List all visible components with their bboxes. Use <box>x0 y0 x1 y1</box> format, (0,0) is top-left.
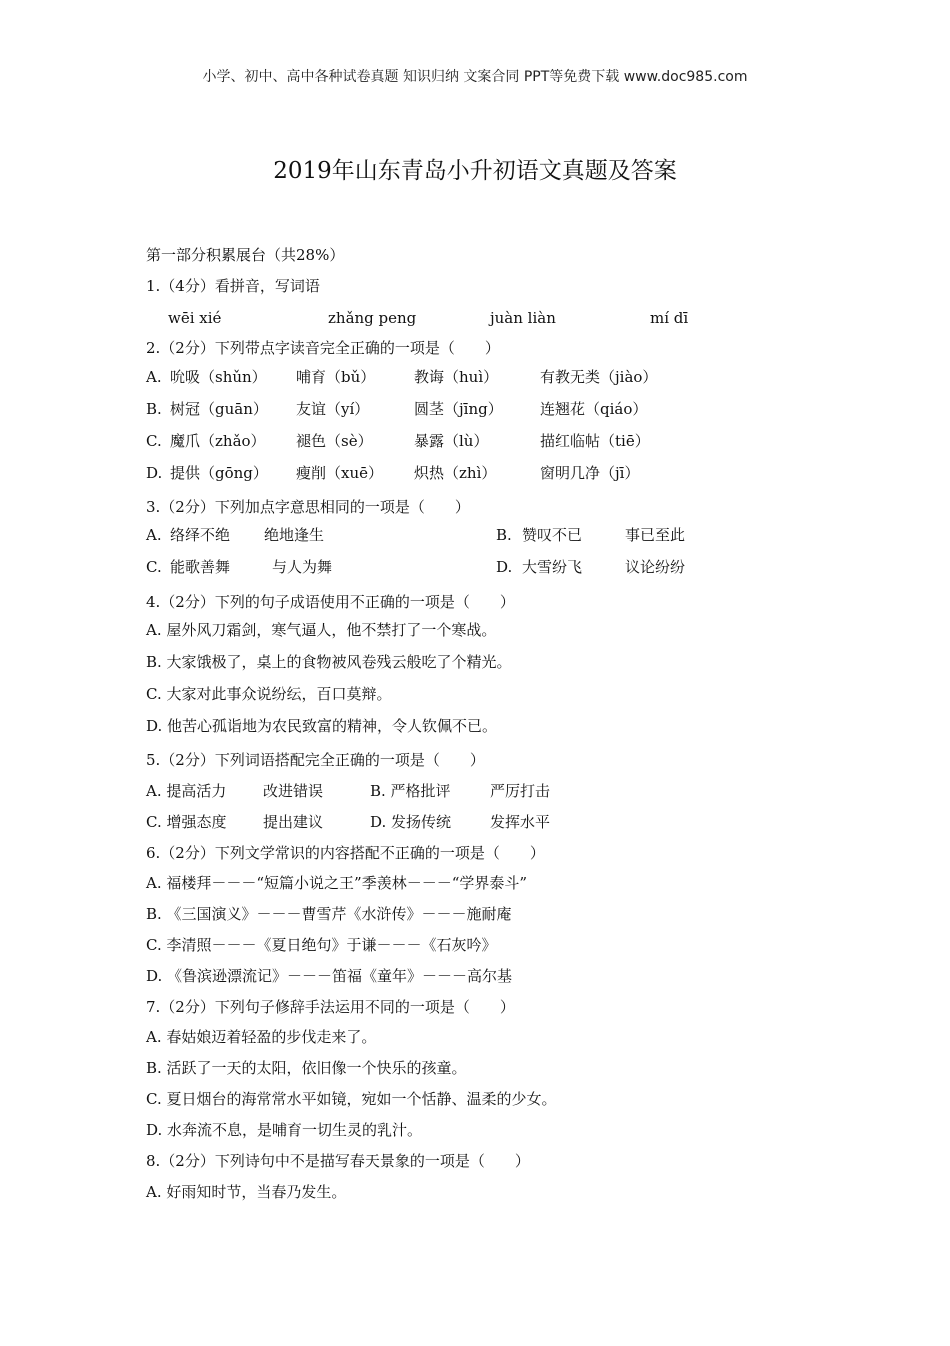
option-d: D. 《鲁滨逊漂流记》－－－笛福《童年》－－－高尔基 <box>146 967 513 985</box>
pinyin-4: mí dī <box>650 309 689 327</box>
option-word: 吮吸（shǔn） <box>170 368 267 386</box>
option-word: 有教无类（jiào） <box>540 368 658 386</box>
option-d: D. 他苦心孤诣地为农民致富的精神，令人钦佩不已。 <box>146 717 498 735</box>
section-heading: 第一部分积累展台（共28%） <box>146 246 345 264</box>
document-title: 2019年山东青岛小升初语文真题及答案 <box>273 158 677 184</box>
option-word: 议论纷纷 <box>625 558 686 576</box>
option-word: 大雪纷飞 <box>522 558 583 576</box>
option-word: 改进错误 <box>263 782 324 800</box>
option-label: A. <box>146 368 162 386</box>
option-word: B. 严格批评 <box>370 782 451 800</box>
option-word: 提出建议 <box>263 813 324 831</box>
option-label: A. <box>146 526 162 544</box>
option-word: 炽热（zhì） <box>414 464 497 482</box>
option-label: B. <box>146 400 162 418</box>
option-b: B. 大家饿极了，桌上的食物被风卷残云般吃了个精光。 <box>146 653 512 671</box>
option-word: 圆茎（jīng） <box>414 400 503 418</box>
option-a: A. 春姑娘迈着轻盈的步伐走来了。 <box>146 1028 377 1046</box>
option-a: A. 屋外风刀霜剑，寒气逼人，他不禁打了一个寒战。 <box>146 621 497 639</box>
option-word: 瘦削（xuē） <box>296 464 383 482</box>
pinyin-1: wēi xié <box>168 309 222 327</box>
option-a: A. 福楼拜－－－“短篇小说之王”季羡林－－－“学界泰斗” <box>146 874 528 892</box>
option-word: 魔爪（zhǎo） <box>170 432 266 450</box>
option-word: 描红临帖（tiē） <box>540 432 650 450</box>
option-word: 绝地逢生 <box>264 526 325 544</box>
option-word: 哺育（bǔ） <box>296 368 376 386</box>
option-word: 连翘花（qiáo） <box>540 400 648 418</box>
option-word: 暴露（lù） <box>414 432 489 450</box>
pinyin-2: zhǎng peng <box>328 309 417 327</box>
page-header: 小学、初中、高中各种试卷真题 知识归纳 文案合同 PPT等免费下载 www.doc985.com <box>202 69 748 85</box>
option-word: 赞叹不已 <box>522 526 583 544</box>
question-7-stem: 7.（2分）下列句子修辞手法运用不同的一项是（ ） <box>146 998 515 1016</box>
question-1-stem: 1.（4分）看拼音，写词语 <box>146 277 320 295</box>
question-2-stem: 2.（2分）下列带点字读音完全正确的一项是（ ） <box>146 339 500 357</box>
question-8-stem: 8.（2分）下列诗句中不是描写春天景象的一项是（ ） <box>146 1152 530 1170</box>
option-label: C. <box>146 558 162 576</box>
option-word: D. 发扬传统 <box>370 813 452 831</box>
option-word: 提供（gōng） <box>170 464 268 482</box>
option-word: 树冠（guān） <box>170 400 268 418</box>
question-5-stem: 5.（2分）下列词语搭配完全正确的一项是（ ） <box>146 751 485 769</box>
option-word: 络绎不绝 <box>170 526 231 544</box>
option-label: B. <box>496 526 512 544</box>
option-word: 严厉打击 <box>490 782 551 800</box>
question-3-stem: 3.（2分）下列加点字意思相同的一项是（ ） <box>146 498 470 516</box>
option-word: 与人为舞 <box>272 558 333 576</box>
option-label: D. <box>146 464 163 482</box>
option-word: 事已至此 <box>625 526 686 544</box>
option-label: D. <box>496 558 513 576</box>
question-4-stem: 4.（2分）下列的句子成语使用不正确的一项是（ ） <box>146 593 515 611</box>
option-word: A. 提高活力 <box>146 782 227 800</box>
option-c: C. 夏日烟台的海常常水平如镜，宛如一个恬静、温柔的少女。 <box>146 1090 557 1108</box>
question-6-stem: 6.（2分）下列文学常识的内容搭配不正确的一项是（ ） <box>146 844 545 862</box>
option-label: C. <box>146 432 162 450</box>
option-word: 友谊（yí） <box>296 400 370 418</box>
option-c: C. 大家对此事众说纷纭，百口莫辩。 <box>146 685 392 703</box>
option-a: A. 好雨知时节，当春乃发生。 <box>146 1183 347 1201</box>
option-c: C. 李清照－－－《夏日绝句》于谦－－－《石灰吟》 <box>146 936 497 954</box>
option-b: B. 《三国演义》－－－曹雪芹《水浒传》－－－施耐庵 <box>146 905 512 923</box>
option-d: D. 水奔流不息，是哺育一切生灵的乳汁。 <box>146 1121 423 1139</box>
option-word: 能歌善舞 <box>170 558 231 576</box>
option-word: 发挥水平 <box>490 813 551 831</box>
pinyin-3: juàn liàn <box>490 309 556 327</box>
option-word: C. 增强态度 <box>146 813 227 831</box>
option-word: 窗明几净（jī） <box>540 464 640 482</box>
option-word: 褪色（sè） <box>296 432 373 450</box>
option-b: B. 活跃了一天的太阳，依旧像一个快乐的孩童。 <box>146 1059 467 1077</box>
option-word: 教诲（huì） <box>414 368 499 386</box>
